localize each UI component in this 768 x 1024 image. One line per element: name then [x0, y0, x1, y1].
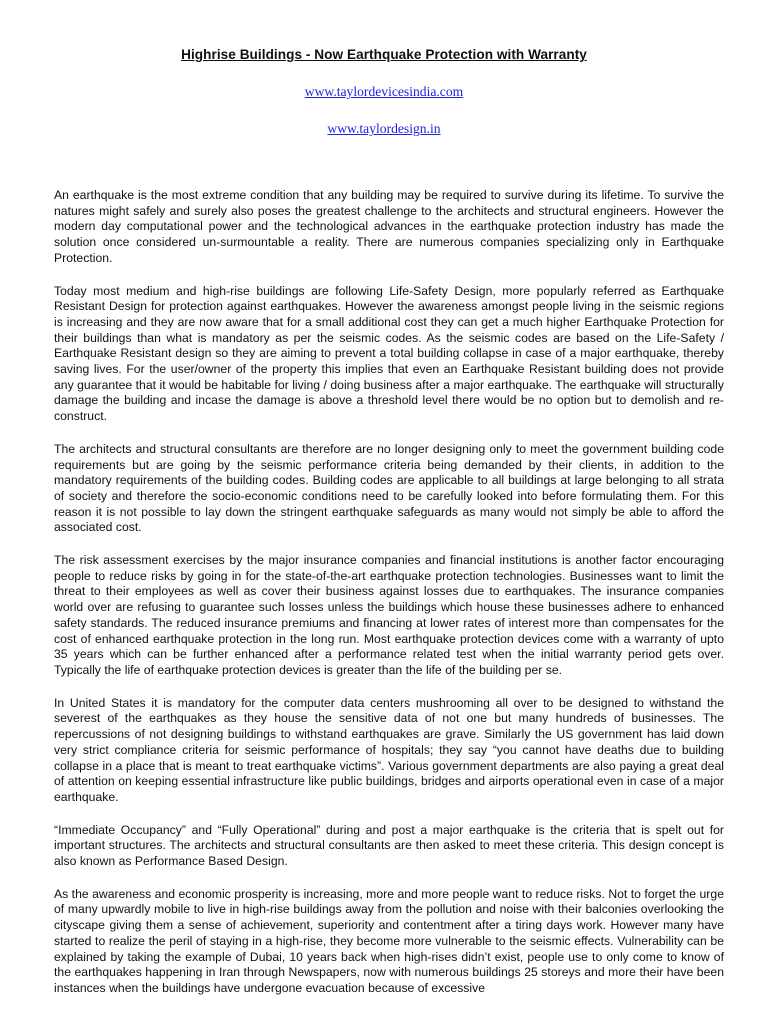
- paragraph: “Immediate Occupancy” and “Fully Operational” during and post a major earthquake is the criteria that is spelt out for important structures. The architects and structural consultants are then asked to meet these criteria. This design concept is also known as Performance Based Design.: [54, 822, 724, 869]
- paragraph: As the awareness and economic prosperity is increasing, more and more people want to reduce risks. Not to forget the urge of many upwardly mobile to live in high-rise buildings away from the pollution and noise with their balconies overlooking the cityscape giving them a sense of achievement, superiority and contentment after a tiring days work. However many have started to realize the peril of staying in a high-rise, they become more vulnerable to the seismic effects. Vulnerability can be explained by taking the example of Dubai, 10 years back when high-rises didn’t exist, people use to only come to know of the earthquakes happening in Iran through Newspapers, now with numerous buildings 25 storeys and more their have been instances when the buildings have undergone evacuation because of excessive: [54, 886, 724, 995]
- taylordesign-link[interactable]: www.taylordesign.in: [327, 121, 441, 136]
- website-link-taylordesign: [0, 121, 768, 137]
- taylordevicesindia-link[interactable]: www.taylordevicesindia.com: [304, 84, 464, 99]
- document-body: [54, 188, 724, 1014]
- document-title: Highrise Buildings - Now Earthquake Protection with Warranty: [181, 47, 587, 62]
- paragraph: An earthquake is the most extreme condition that any building may be required to survive during its lifetime. To survive the natures might safely and surely also poses the greatest challenge to the architects and structural engineers. However the modern day computational power and the technological advances in the earthquake protection industry has made the solution once considered un-surmountable a reality. There are numerous companies specializing only in Earthquake Protection.: [54, 188, 724, 265]
- paragraph: Today most medium and high-rise buildings are following Life-Safety Design, more popularly referred as Earthquake Resistant Design for protection against earthquakes. However the awareness amongst people living in the seismic regions is increasing and they are now aware that for a small additional cost they can get a much higher Earthquake Protection for their buildings than what is mandatory as per the seismic codes. As the seismic codes are based on the Life-Safety / Earthquake Resistant design so they are aiming to prevent a total building collapse in case of a major earthquake, thereby saving lives. For the user/owner of the property this implies that even an Earthquake Resistant building does not provide any guarantee that it would be habitable for living / doing business after a major earthquake. The earthquake will structurally damage the building and incase the damage is above a threshold level there would be no option but to demolish and re-construct.: [54, 283, 724, 424]
- paragraph: The risk assessment exercises by the major insurance companies and financial institutions is another factor encouraging people to reduce risks by going in for the state-of-the-art earthquake protection technologies. Businesses want to limit the threat to their employees as well as cover their business against losses due to earthquakes. The insurance companies world over are refusing to guarantee such losses unless the buildings which house these businesses adhere to enhanced safety standards. The reduced insurance premiums and financing at lower rates of interest more than compensates for the cost of enhanced earthquake protection in the long run. Most earthquake protection devices come with a warranty of upto 35 years which can be further enhanced after a performance related test when the initial warranty period gets over. Typically the life of earthquake protection devices is greater than the life of the building per se.: [54, 553, 724, 677]
- paragraph: The architects and structural consultants are therefore are no longer designing only to meet the government building code requirements but are going by the seismic performance criteria being demanded by their clients, in addition to the mandatory requirements of the building codes. Building codes are applicable to all buildings at large belonging to all strata of society and therefore the socio-economic conditions need to be carefully looked into before formulating them. For this reason it is not possible to lay down the stringent earthquake safeguards as many would not simply be able to afford the associated cost.: [54, 441, 724, 535]
- paragraph: In United States it is mandatory for the computer data centers mushrooming all over to be designed to withstand the severest of the earthquakes as they house the sensitive data of not one but many hundreds of businesses. The repercussions of not designing buildings to withstand earthquakes are grave. Similarly the US government has laid down very strict compliance criteria for seismic performance of hospitals; they say “you cannot have deaths due to building collapse in a place that is meant to treat earthquake victims”. Various government departments are also paying a great deal of attention on keeping essential infrastructure like public buildings, bridges and airports operational even in case of a major earthquake.: [54, 695, 724, 804]
- website-link-taylordevicesindia: [0, 84, 768, 100]
